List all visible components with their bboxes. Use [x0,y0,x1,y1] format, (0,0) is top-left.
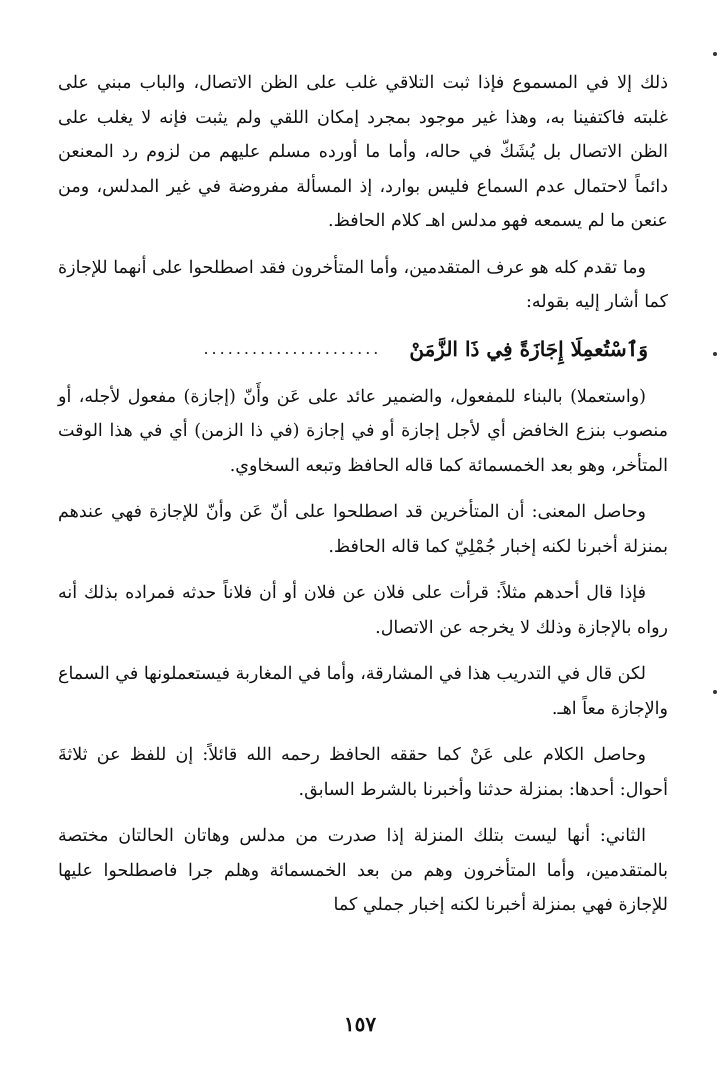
paragraph-5: فإذا قال أحدهم مثلاً: قرأت على فلان عن فلان أو أن فلاناً حدثه فمراده بذلك أنه رواه بالإجازة وذلك لا يخرجه عن الاتصال. [58,583,668,638]
paragraph-4: وحاصل المعنى: أن المتأخرين قد اصطلحوا على أنّ عَن وأنّ للإجازة فهي عندهم بمنزلة أخبرنا لكنه إخبار جُمْلِيّ كما قاله الحافظ. [58,502,668,557]
page-body [58,66,668,935]
paragraph-2: وما تقدم كله هو عرف المتقدمين، وأما المتأخرون فقد اصطلحوا على أنهما للإجازة كما أشار إليه بقوله: [58,257,668,312]
paragraph-3: (واستعملا) بالبناء للمفعول، والضمير عائد على عَن وأَنّ (إجازة) مفعول لأجله، أو منصوب بنزع الخافض أي لأجل إجازة أو في إجازة (في ذا الزمن) أي في هذا الوقت المتأخر، وهو بعد الخمسمائة كما قاله الحافظ وتبعه السخاوي. [58,386,668,476]
paragraph-6: لكن قال في التدريب هذا في المشارقة، وأما في المغاربة فيستعملونها في السماع والإجازة معاً اهـ. [58,664,668,719]
verse-line [58,332,668,366]
margin-mark-middle [713,352,717,356]
verse-dots: ...................... [203,339,382,358]
paragraph-7: وحاصل الكلام على عَنْ كما حققه الحافظ رحمه الله قائلاً: إن للفظ عن ثلاثةَ أحوال: أحدها: بمنزلة حدثنا وأخبرنا بالشرط السابق. [58,745,668,800]
margin-mark-top [713,52,717,56]
verse-text: وَٱسْتُعمِلَا إِجَازَةً فِي ذَا الزَّمَنْ [409,336,648,361]
paragraph-8: الثاني: أنها ليست بتلك المنزلة إذا صدرت من مدلس وهاتان الحالتان مختصة بالمتقدمين، وأما المتأخرون وهم من بعد الخمسمائة وهلم جرا فاصطلحوا عليها للإجازة فهي بمنزلة أخبرنا لكنه إخبار جملي كما [58,826,668,915]
margin-mark-lower [713,690,717,694]
paragraph-1: ذلك إلا في المسموع فإذا ثبت التلاقي غلب على الظن الاتصال، والباب مبني على غلبته فاكتفينا به، وهذا غير موجود بمجرد إمكان اللقي ولم يثبت فإنه لا يغلب على الظن الاتصال بل يُشَكّ في حاله، وأما ما أورده مسلم عليهم من لزوم رد المعنعن دائماً لاحتمال عدم السماع فليس بوارد، إذ المسألة مفروضة في غير المدلس، ومن عنعن ما لم يسمعه فهو مدلس اهـ كلام الحافظ. [58,73,668,231]
page-number: ١٥٧ [343,1012,377,1036]
